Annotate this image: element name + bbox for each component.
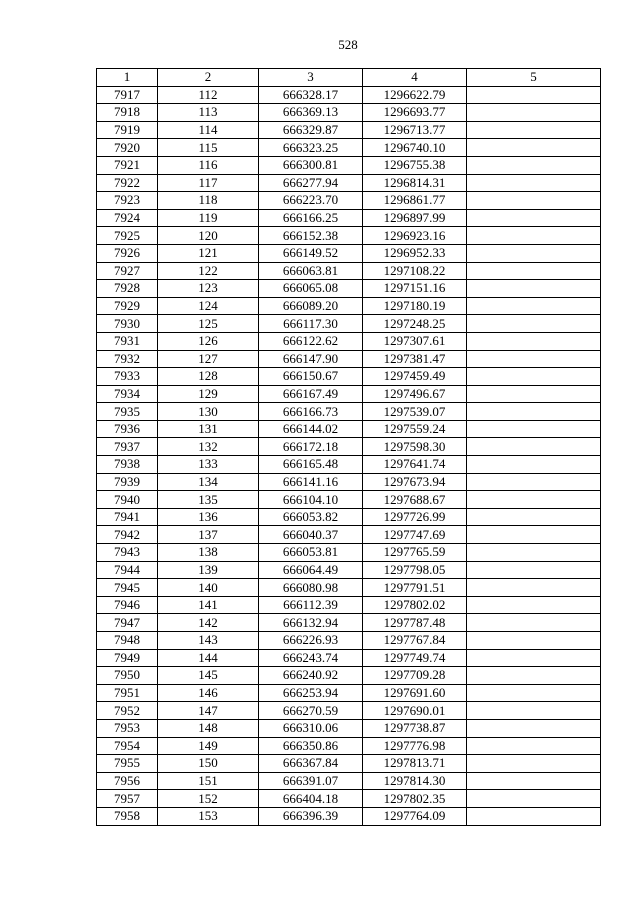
table-body — [97, 86, 601, 825]
cell-note — [467, 227, 601, 245]
cell-x-coordinate: 666144.02 — [259, 420, 363, 438]
cell-point-id: 7957 — [97, 790, 158, 808]
cell-x-coordinate: 666141.16 — [259, 473, 363, 491]
table-header — [97, 69, 601, 87]
cell-point-id: 7930 — [97, 315, 158, 333]
cell-note — [467, 403, 601, 421]
cell-vertex-no: 119 — [158, 209, 259, 227]
cell-x-coordinate: 666149.52 — [259, 244, 363, 262]
table-row — [97, 579, 601, 597]
cell-y-coordinate: 1297496.67 — [363, 385, 467, 403]
cell-note — [467, 332, 601, 350]
table-row — [97, 262, 601, 280]
cell-point-id: 7952 — [97, 702, 158, 720]
cell-vertex-no: 141 — [158, 596, 259, 614]
cell-point-id: 7939 — [97, 473, 158, 491]
cell-vertex-no: 129 — [158, 385, 259, 403]
coordinate-table — [96, 68, 601, 826]
table-row — [97, 121, 601, 139]
cell-point-id: 7956 — [97, 772, 158, 790]
cell-point-id: 7922 — [97, 174, 158, 192]
cell-note — [467, 790, 601, 808]
cell-note — [467, 139, 601, 157]
cell-x-coordinate: 666112.39 — [259, 596, 363, 614]
cell-point-id: 7940 — [97, 491, 158, 509]
cell-x-coordinate: 666166.25 — [259, 209, 363, 227]
cell-point-id: 7924 — [97, 209, 158, 227]
cell-y-coordinate: 1297791.51 — [363, 579, 467, 597]
cell-x-coordinate: 666240.92 — [259, 667, 363, 685]
table-row — [97, 420, 601, 438]
table-row — [97, 385, 601, 403]
cell-x-coordinate: 666404.18 — [259, 790, 363, 808]
cell-vertex-no: 147 — [158, 702, 259, 720]
table-row — [97, 632, 601, 650]
table-row — [97, 86, 601, 104]
cell-point-id: 7923 — [97, 192, 158, 210]
cell-point-id: 7917 — [97, 86, 158, 104]
cell-point-id: 7920 — [97, 139, 158, 157]
cell-point-id: 7943 — [97, 544, 158, 562]
cell-x-coordinate: 666132.94 — [259, 614, 363, 632]
cell-x-coordinate: 666328.17 — [259, 86, 363, 104]
cell-x-coordinate: 666122.62 — [259, 332, 363, 350]
cell-y-coordinate: 1296755.38 — [363, 156, 467, 174]
cell-y-coordinate: 1297747.69 — [363, 526, 467, 544]
cell-x-coordinate: 666053.81 — [259, 544, 363, 562]
cell-y-coordinate: 1297108.22 — [363, 262, 467, 280]
cell-y-coordinate: 1297641.74 — [363, 456, 467, 474]
cell-x-coordinate: 666253.94 — [259, 684, 363, 702]
cell-point-id: 7919 — [97, 121, 158, 139]
cell-note — [467, 702, 601, 720]
cell-y-coordinate: 1297598.30 — [363, 438, 467, 456]
cell-point-id: 7921 — [97, 156, 158, 174]
cell-vertex-no: 153 — [158, 807, 259, 825]
header-cell-4: 4 — [363, 69, 467, 87]
table-row — [97, 790, 601, 808]
table-row — [97, 807, 601, 825]
table-row — [97, 297, 601, 315]
table-row — [97, 649, 601, 667]
cell-point-id: 7954 — [97, 737, 158, 755]
cell-point-id: 7934 — [97, 385, 158, 403]
cell-note — [467, 667, 601, 685]
table-row — [97, 508, 601, 526]
table-row — [97, 368, 601, 386]
cell-x-coordinate: 666329.87 — [259, 121, 363, 139]
cell-note — [467, 192, 601, 210]
cell-y-coordinate: 1297749.74 — [363, 649, 467, 667]
cell-point-id: 7944 — [97, 561, 158, 579]
table-row — [97, 209, 601, 227]
cell-vertex-no: 151 — [158, 772, 259, 790]
cell-y-coordinate: 1297307.61 — [363, 332, 467, 350]
cell-vertex-no: 130 — [158, 403, 259, 421]
cell-y-coordinate: 1297180.19 — [363, 297, 467, 315]
cell-note — [467, 544, 601, 562]
cell-x-coordinate: 666167.49 — [259, 385, 363, 403]
cell-y-coordinate: 1297688.67 — [363, 491, 467, 509]
cell-vertex-no: 144 — [158, 649, 259, 667]
cell-point-id: 7949 — [97, 649, 158, 667]
cell-vertex-no: 114 — [158, 121, 259, 139]
cell-vertex-no: 143 — [158, 632, 259, 650]
cell-note — [467, 614, 601, 632]
table-row — [97, 332, 601, 350]
cell-vertex-no: 121 — [158, 244, 259, 262]
cell-vertex-no: 139 — [158, 561, 259, 579]
cell-vertex-no: 113 — [158, 104, 259, 122]
cell-note — [467, 104, 601, 122]
table-row — [97, 719, 601, 737]
cell-y-coordinate: 1297673.94 — [363, 473, 467, 491]
cell-vertex-no: 152 — [158, 790, 259, 808]
table-row — [97, 667, 601, 685]
table-row — [97, 755, 601, 773]
cell-x-coordinate: 666089.20 — [259, 297, 363, 315]
header-cell-1: 1 — [97, 69, 158, 87]
cell-note — [467, 508, 601, 526]
cell-point-id: 7946 — [97, 596, 158, 614]
cell-vertex-no: 128 — [158, 368, 259, 386]
cell-vertex-no: 150 — [158, 755, 259, 773]
cell-y-coordinate: 1296897.99 — [363, 209, 467, 227]
cell-x-coordinate: 666270.59 — [259, 702, 363, 720]
cell-y-coordinate: 1297726.99 — [363, 508, 467, 526]
cell-vertex-no: 145 — [158, 667, 259, 685]
cell-x-coordinate: 666367.84 — [259, 755, 363, 773]
cell-note — [467, 438, 601, 456]
cell-x-coordinate: 666323.25 — [259, 139, 363, 157]
cell-note — [467, 649, 601, 667]
cell-point-id: 7926 — [97, 244, 158, 262]
table-row — [97, 139, 601, 157]
cell-note — [467, 684, 601, 702]
cell-y-coordinate: 1297813.71 — [363, 755, 467, 773]
cell-y-coordinate: 1297559.24 — [363, 420, 467, 438]
table-row — [97, 702, 601, 720]
cell-vertex-no: 123 — [158, 280, 259, 298]
cell-y-coordinate: 1297802.02 — [363, 596, 467, 614]
cell-y-coordinate: 1297764.09 — [363, 807, 467, 825]
cell-point-id: 7947 — [97, 614, 158, 632]
cell-vertex-no: 120 — [158, 227, 259, 245]
cell-x-coordinate: 666165.48 — [259, 456, 363, 474]
cell-note — [467, 456, 601, 474]
cell-x-coordinate: 666053.82 — [259, 508, 363, 526]
cell-point-id: 7948 — [97, 632, 158, 650]
cell-point-id: 7958 — [97, 807, 158, 825]
cell-x-coordinate: 666350.86 — [259, 737, 363, 755]
cell-x-coordinate: 666065.08 — [259, 280, 363, 298]
cell-point-id: 7938 — [97, 456, 158, 474]
cell-vertex-no: 116 — [158, 156, 259, 174]
cell-x-coordinate: 666310.06 — [259, 719, 363, 737]
cell-note — [467, 772, 601, 790]
cell-x-coordinate: 666166.73 — [259, 403, 363, 421]
cell-x-coordinate: 666226.93 — [259, 632, 363, 650]
cell-x-coordinate: 666172.18 — [259, 438, 363, 456]
cell-vertex-no: 148 — [158, 719, 259, 737]
cell-vertex-no: 117 — [158, 174, 259, 192]
table-row — [97, 684, 601, 702]
table-row — [97, 315, 601, 333]
cell-x-coordinate: 666396.39 — [259, 807, 363, 825]
cell-vertex-no: 127 — [158, 350, 259, 368]
cell-vertex-no: 132 — [158, 438, 259, 456]
cell-x-coordinate: 666223.70 — [259, 192, 363, 210]
cell-point-id: 7936 — [97, 420, 158, 438]
table-row — [97, 192, 601, 210]
cell-note — [467, 86, 601, 104]
cell-x-coordinate: 666150.67 — [259, 368, 363, 386]
cell-vertex-no: 122 — [158, 262, 259, 280]
cell-vertex-no: 133 — [158, 456, 259, 474]
table-row — [97, 561, 601, 579]
cell-note — [467, 719, 601, 737]
cell-y-coordinate: 1297767.84 — [363, 632, 467, 650]
table-row — [97, 403, 601, 421]
header-row — [97, 69, 601, 87]
cell-point-id: 7942 — [97, 526, 158, 544]
cell-point-id: 7950 — [97, 667, 158, 685]
cell-note — [467, 561, 601, 579]
cell-x-coordinate: 666300.81 — [259, 156, 363, 174]
cell-y-coordinate: 1297814.30 — [363, 772, 467, 790]
cell-note — [467, 244, 601, 262]
table-row — [97, 456, 601, 474]
cell-point-id: 7955 — [97, 755, 158, 773]
cell-x-coordinate: 666040.37 — [259, 526, 363, 544]
page-number: 528 — [338, 37, 358, 52]
cell-vertex-no: 134 — [158, 473, 259, 491]
cell-y-coordinate: 1297738.87 — [363, 719, 467, 737]
cell-x-coordinate: 666369.13 — [259, 104, 363, 122]
table-row — [97, 174, 601, 192]
cell-y-coordinate: 1297798.05 — [363, 561, 467, 579]
cell-note — [467, 526, 601, 544]
cell-note — [467, 473, 601, 491]
cell-y-coordinate: 1297787.48 — [363, 614, 467, 632]
cell-note — [467, 121, 601, 139]
cell-note — [467, 156, 601, 174]
cell-y-coordinate: 1297459.49 — [363, 368, 467, 386]
table-row — [97, 156, 601, 174]
cell-x-coordinate: 666277.94 — [259, 174, 363, 192]
table-row — [97, 526, 601, 544]
cell-y-coordinate: 1297765.59 — [363, 544, 467, 562]
cell-x-coordinate: 666117.30 — [259, 315, 363, 333]
cell-point-id: 7933 — [97, 368, 158, 386]
cell-vertex-no: 149 — [158, 737, 259, 755]
cell-note — [467, 262, 601, 280]
cell-note — [467, 209, 601, 227]
cell-vertex-no: 138 — [158, 544, 259, 562]
cell-y-coordinate: 1297691.60 — [363, 684, 467, 702]
cell-point-id: 7945 — [97, 579, 158, 597]
cell-y-coordinate: 1296740.10 — [363, 139, 467, 157]
cell-note — [467, 579, 601, 597]
cell-y-coordinate: 1296622.79 — [363, 86, 467, 104]
cell-point-id: 7953 — [97, 719, 158, 737]
cell-y-coordinate: 1297151.16 — [363, 280, 467, 298]
cell-note — [467, 315, 601, 333]
cell-vertex-no: 136 — [158, 508, 259, 526]
cell-vertex-no: 126 — [158, 332, 259, 350]
cell-vertex-no: 146 — [158, 684, 259, 702]
cell-x-coordinate: 666147.90 — [259, 350, 363, 368]
header-cell-2: 2 — [158, 69, 259, 87]
cell-x-coordinate: 666391.07 — [259, 772, 363, 790]
cell-x-coordinate: 666063.81 — [259, 262, 363, 280]
cell-x-coordinate: 666104.10 — [259, 491, 363, 509]
cell-y-coordinate: 1296693.77 — [363, 104, 467, 122]
cell-y-coordinate: 1296814.31 — [363, 174, 467, 192]
cell-y-coordinate: 1297690.01 — [363, 702, 467, 720]
cell-point-id: 7951 — [97, 684, 158, 702]
cell-note — [467, 632, 601, 650]
table-row — [97, 438, 601, 456]
table-row — [97, 614, 601, 632]
header-cell-5: 5 — [467, 69, 601, 87]
table-row — [97, 596, 601, 614]
table-row — [97, 544, 601, 562]
cell-vertex-no: 142 — [158, 614, 259, 632]
cell-y-coordinate: 1296861.77 — [363, 192, 467, 210]
cell-vertex-no: 131 — [158, 420, 259, 438]
cell-y-coordinate: 1296923.16 — [363, 227, 467, 245]
cell-point-id: 7931 — [97, 332, 158, 350]
cell-point-id: 7937 — [97, 438, 158, 456]
cell-vertex-no: 137 — [158, 526, 259, 544]
cell-note — [467, 420, 601, 438]
cell-point-id: 7929 — [97, 297, 158, 315]
cell-vertex-no: 112 — [158, 86, 259, 104]
cell-note — [467, 350, 601, 368]
table-row — [97, 772, 601, 790]
cell-note — [467, 174, 601, 192]
cell-y-coordinate: 1297248.25 — [363, 315, 467, 333]
cell-vertex-no: 125 — [158, 315, 259, 333]
cell-x-coordinate: 666152.38 — [259, 227, 363, 245]
cell-note — [467, 368, 601, 386]
cell-x-coordinate: 666243.74 — [259, 649, 363, 667]
cell-vertex-no: 135 — [158, 491, 259, 509]
cell-y-coordinate: 1297776.98 — [363, 737, 467, 755]
cell-vertex-no: 115 — [158, 139, 259, 157]
cell-vertex-no: 124 — [158, 297, 259, 315]
cell-x-coordinate: 666064.49 — [259, 561, 363, 579]
cell-vertex-no: 118 — [158, 192, 259, 210]
cell-y-coordinate: 1297539.07 — [363, 403, 467, 421]
cell-point-id: 7941 — [97, 508, 158, 526]
cell-point-id: 7932 — [97, 350, 158, 368]
cell-y-coordinate: 1296713.77 — [363, 121, 467, 139]
header-cell-3: 3 — [259, 69, 363, 87]
cell-point-id: 7935 — [97, 403, 158, 421]
cell-x-coordinate: 666080.98 — [259, 579, 363, 597]
cell-note — [467, 737, 601, 755]
cell-note — [467, 491, 601, 509]
table-row — [97, 280, 601, 298]
cell-y-coordinate: 1297381.47 — [363, 350, 467, 368]
cell-note — [467, 385, 601, 403]
table-row — [97, 491, 601, 509]
table-row — [97, 227, 601, 245]
cell-note — [467, 280, 601, 298]
table-row — [97, 104, 601, 122]
cell-note — [467, 297, 601, 315]
cell-point-id: 7927 — [97, 262, 158, 280]
cell-note — [467, 755, 601, 773]
cell-vertex-no: 140 — [158, 579, 259, 597]
cell-y-coordinate: 1296952.33 — [363, 244, 467, 262]
table-row — [97, 473, 601, 491]
table-row — [97, 737, 601, 755]
cell-note — [467, 807, 601, 825]
cell-note — [467, 596, 601, 614]
table-row — [97, 350, 601, 368]
table-row — [97, 244, 601, 262]
cell-y-coordinate: 1297802.35 — [363, 790, 467, 808]
cell-point-id: 7925 — [97, 227, 158, 245]
cell-point-id: 7928 — [97, 280, 158, 298]
cell-y-coordinate: 1297709.28 — [363, 667, 467, 685]
cell-point-id: 7918 — [97, 104, 158, 122]
